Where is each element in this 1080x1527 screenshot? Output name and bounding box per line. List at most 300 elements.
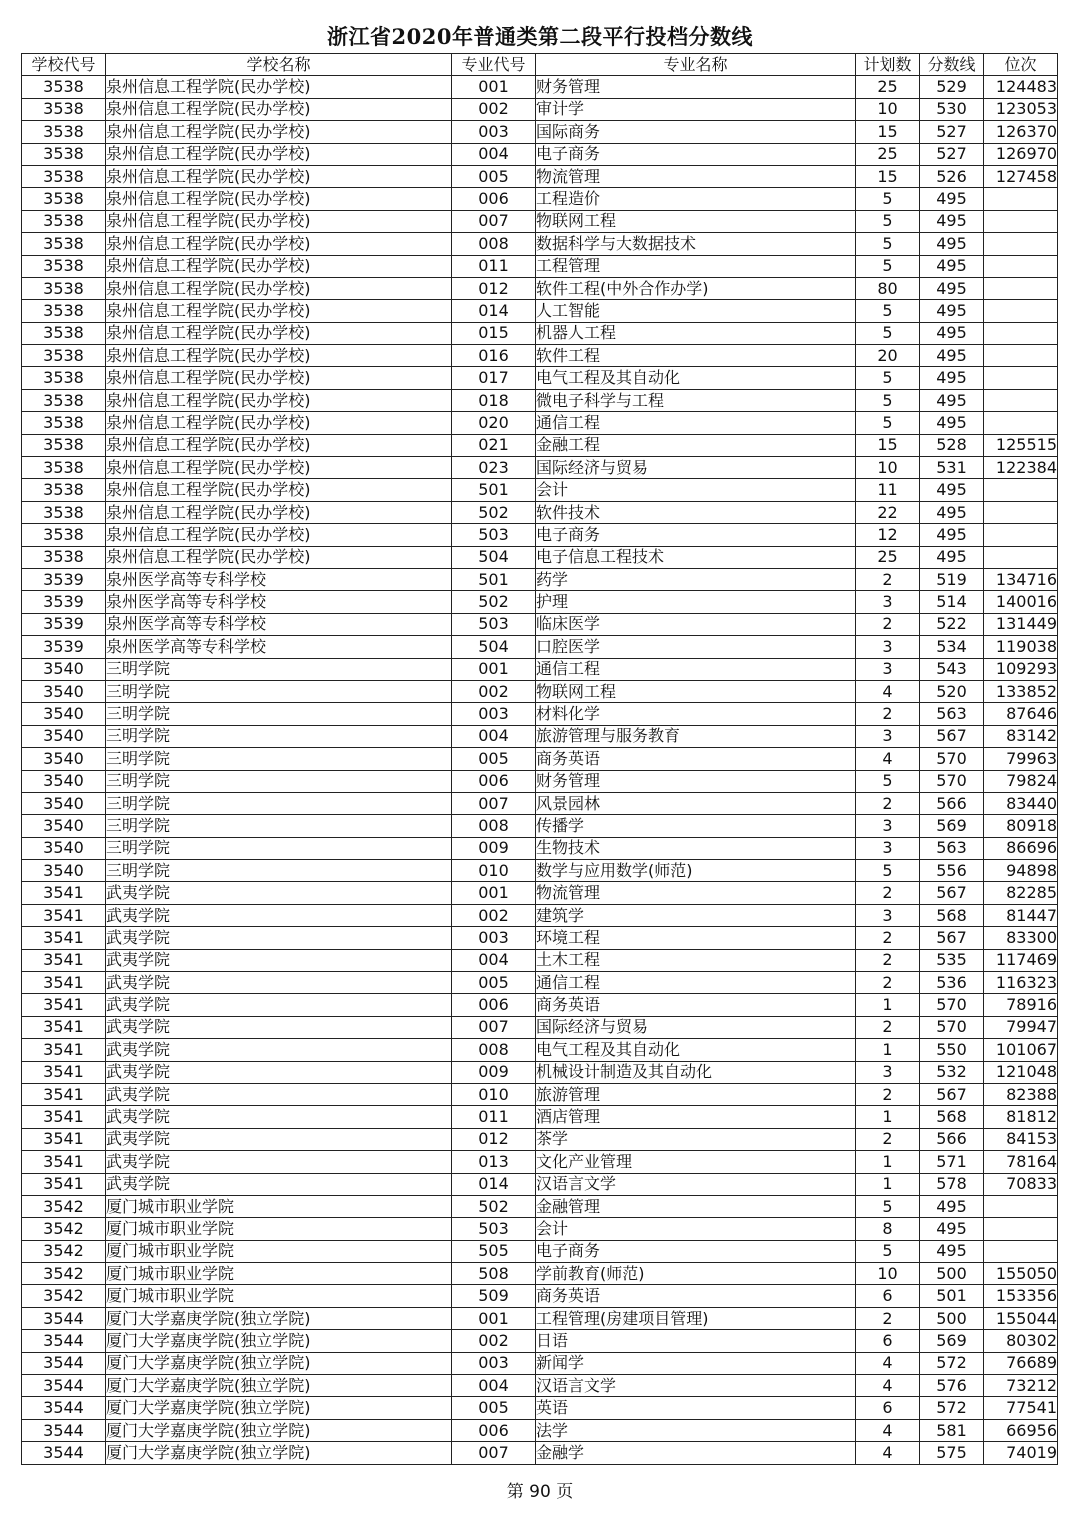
school-name-cell: 厦门城市职业学院 xyxy=(106,1263,452,1285)
school-code-cell: 3538 xyxy=(22,255,106,277)
table-row xyxy=(22,1240,1058,1262)
score-line-cell: 495 xyxy=(920,322,984,344)
school-code-cell: 3540 xyxy=(22,837,106,859)
score-line-cell: 566 xyxy=(920,792,984,814)
table-row xyxy=(22,300,1058,322)
school-code-cell: 3538 xyxy=(22,165,106,187)
score-line-cell: 569 xyxy=(920,815,984,837)
school-name-cell: 泉州信息工程学院(民办学校) xyxy=(106,546,452,568)
school-name-cell: 泉州信息工程学院(民办学校) xyxy=(106,121,452,143)
score-line-cell: 535 xyxy=(920,949,984,971)
major-name-cell: 工程管理(房建项目管理) xyxy=(536,1307,856,1329)
major-code-cell: 501 xyxy=(452,568,536,590)
major-name-cell: 软件技术 xyxy=(536,501,856,523)
plan-count-cell: 15 xyxy=(856,121,920,143)
major-code-cell: 023 xyxy=(452,457,536,479)
school-name-cell: 泉州医学高等专科学校 xyxy=(106,591,452,613)
plan-count-cell: 4 xyxy=(856,748,920,770)
major-code-cell: 021 xyxy=(452,434,536,456)
rank-cell: 127458 xyxy=(984,165,1058,187)
score-line-cell: 578 xyxy=(920,1173,984,1195)
major-name-cell: 工程管理 xyxy=(536,255,856,277)
major-code-cell: 008 xyxy=(452,233,536,255)
score-line-cell: 495 xyxy=(920,546,984,568)
table-row xyxy=(22,680,1058,702)
major-code-cell: 504 xyxy=(452,546,536,568)
school-name-cell: 武夷学院 xyxy=(106,1061,452,1083)
plan-count-cell: 2 xyxy=(856,882,920,904)
table-row xyxy=(22,165,1058,187)
score-line-cell: 495 xyxy=(920,1240,984,1262)
plan-count-cell: 5 xyxy=(856,255,920,277)
school-name-cell: 泉州信息工程学院(民办学校) xyxy=(106,322,452,344)
plan-count-cell: 3 xyxy=(856,725,920,747)
plan-count-cell: 2 xyxy=(856,703,920,725)
plan-count-cell: 1 xyxy=(856,1151,920,1173)
major-code-cell: 016 xyxy=(452,345,536,367)
school-code-cell: 3544 xyxy=(22,1330,106,1352)
table-row xyxy=(22,1263,1058,1285)
rank-cell: 83440 xyxy=(984,792,1058,814)
table-row xyxy=(22,1083,1058,1105)
major-code-cell: 009 xyxy=(452,1061,536,1083)
major-name-cell: 会计 xyxy=(536,479,856,501)
plan-count-cell: 22 xyxy=(856,501,920,523)
plan-count-cell: 1 xyxy=(856,1106,920,1128)
table-row xyxy=(22,479,1058,501)
school-name-cell: 泉州信息工程学院(民办学校) xyxy=(106,210,452,232)
table-row xyxy=(22,1061,1058,1083)
table-row xyxy=(22,389,1058,411)
plan-count-cell: 3 xyxy=(856,1061,920,1083)
rank-cell: 78164 xyxy=(984,1151,1058,1173)
plan-count-cell: 1 xyxy=(856,994,920,1016)
table-row xyxy=(22,1419,1058,1441)
school-name-cell: 泉州信息工程学院(民办学校) xyxy=(106,143,452,165)
rank-cell: 66956 xyxy=(984,1419,1058,1441)
school-name-cell: 武夷学院 xyxy=(106,1083,452,1105)
major-name-cell: 酒店管理 xyxy=(536,1106,856,1128)
score-line-cell: 495 xyxy=(920,188,984,210)
score-line-cell: 529 xyxy=(920,76,984,98)
school-name-cell: 厦门大学嘉庚学院(独立学院) xyxy=(106,1307,452,1329)
rank-cell xyxy=(984,1240,1058,1262)
score-line-cell: 568 xyxy=(920,1106,984,1128)
rank-cell: 117469 xyxy=(984,949,1058,971)
page-title: 浙江省2020年普通类第二段平行投档分数线 xyxy=(327,24,753,49)
school-code-cell: 3544 xyxy=(22,1397,106,1419)
major-name-cell: 旅游管理与服务教育 xyxy=(536,725,856,747)
table-row xyxy=(22,1173,1058,1195)
plan-count-cell: 4 xyxy=(856,1352,920,1374)
major-code-cell: 003 xyxy=(452,1352,536,1374)
major-code-cell: 007 xyxy=(452,1016,536,1038)
score-line-cell: 495 xyxy=(920,367,984,389)
table-row xyxy=(22,1151,1058,1173)
plan-count-cell: 10 xyxy=(856,457,920,479)
school-code-cell: 3538 xyxy=(22,457,106,479)
table-row xyxy=(22,613,1058,635)
score-line-cell: 581 xyxy=(920,1419,984,1441)
major-code-cell: 503 xyxy=(452,613,536,635)
major-code-cell: 002 xyxy=(452,98,536,120)
school-name-cell: 武夷学院 xyxy=(106,927,452,949)
table-row xyxy=(22,546,1058,568)
school-code-cell: 3538 xyxy=(22,367,106,389)
major-name-cell: 金融工程 xyxy=(536,434,856,456)
rank-cell: 83300 xyxy=(984,927,1058,949)
score-line-cell: 556 xyxy=(920,860,984,882)
plan-count-cell: 3 xyxy=(856,815,920,837)
major-code-cell: 003 xyxy=(452,703,536,725)
score-line-cell: 576 xyxy=(920,1375,984,1397)
rank-cell: 109293 xyxy=(984,658,1058,680)
table-row xyxy=(22,927,1058,949)
school-code-cell: 3538 xyxy=(22,76,106,98)
rank-cell xyxy=(984,389,1058,411)
major-code-cell: 006 xyxy=(452,770,536,792)
school-code-cell: 3540 xyxy=(22,792,106,814)
school-name-cell: 武夷学院 xyxy=(106,1151,452,1173)
major-code-cell: 010 xyxy=(452,1083,536,1105)
rank-cell xyxy=(984,367,1058,389)
major-name-cell: 商务英语 xyxy=(536,1285,856,1307)
major-name-cell: 软件工程(中外合作办学) xyxy=(536,277,856,299)
plan-count-cell: 80 xyxy=(856,277,920,299)
school-name-cell: 泉州信息工程学院(民办学校) xyxy=(106,300,452,322)
rank-cell: 87646 xyxy=(984,703,1058,725)
school-code-cell: 3541 xyxy=(22,1151,106,1173)
school-code-cell: 3541 xyxy=(22,1016,106,1038)
table-row xyxy=(22,277,1058,299)
school-code-cell: 3539 xyxy=(22,613,106,635)
major-name-cell: 临床医学 xyxy=(536,613,856,635)
rank-cell: 122384 xyxy=(984,457,1058,479)
score-line-cell: 566 xyxy=(920,1128,984,1150)
plan-count-cell: 5 xyxy=(856,300,920,322)
school-name-cell: 泉州信息工程学院(民办学校) xyxy=(106,367,452,389)
plan-count-cell: 5 xyxy=(856,770,920,792)
major-code-cell: 008 xyxy=(452,815,536,837)
major-code-cell: 013 xyxy=(452,1151,536,1173)
school-code-cell: 3538 xyxy=(22,98,106,120)
school-code-cell: 3538 xyxy=(22,345,106,367)
major-name-cell: 电子信息工程技术 xyxy=(536,546,856,568)
major-code-cell: 012 xyxy=(452,1128,536,1150)
major-name-cell: 日语 xyxy=(536,1330,856,1352)
school-code-cell: 3540 xyxy=(22,680,106,702)
school-name-cell: 武夷学院 xyxy=(106,1016,452,1038)
major-name-cell: 机器人工程 xyxy=(536,322,856,344)
school-code-cell: 3540 xyxy=(22,658,106,680)
school-code-cell: 3538 xyxy=(22,501,106,523)
page-number: 第 90 页 xyxy=(506,1482,574,1502)
major-name-cell: 新闻学 xyxy=(536,1352,856,1374)
school-code-cell: 3541 xyxy=(22,949,106,971)
school-code-cell: 3544 xyxy=(22,1307,106,1329)
school-name-cell: 泉州信息工程学院(民办学校) xyxy=(106,457,452,479)
major-code-cell: 005 xyxy=(452,972,536,994)
score-line-cell: 520 xyxy=(920,680,984,702)
score-line-cell: 495 xyxy=(920,412,984,434)
major-name-cell: 环境工程 xyxy=(536,927,856,949)
plan-count-cell: 5 xyxy=(856,233,920,255)
rank-cell: 80918 xyxy=(984,815,1058,837)
school-name-cell: 泉州信息工程学院(民办学校) xyxy=(106,434,452,456)
school-code-cell: 3541 xyxy=(22,1128,106,1150)
school-name-cell: 泉州信息工程学院(民办学校) xyxy=(106,233,452,255)
score-line-cell: 500 xyxy=(920,1263,984,1285)
plan-count-cell: 2 xyxy=(856,613,920,635)
school-name-cell: 泉州医学高等专科学校 xyxy=(106,636,452,658)
major-code-cell: 503 xyxy=(452,524,536,546)
major-code-cell: 502 xyxy=(452,501,536,523)
school-name-cell: 厦门大学嘉庚学院(独立学院) xyxy=(106,1352,452,1374)
score-line-cell: 495 xyxy=(920,389,984,411)
school-code-cell: 3541 xyxy=(22,972,106,994)
school-name-cell: 厦门大学嘉庚学院(独立学院) xyxy=(106,1397,452,1419)
score-line-cell: 531 xyxy=(920,457,984,479)
school-name-cell: 武夷学院 xyxy=(106,994,452,1016)
score-line-cell: 526 xyxy=(920,165,984,187)
score-line-cell: 501 xyxy=(920,1285,984,1307)
rank-cell xyxy=(984,501,1058,523)
table-row xyxy=(22,972,1058,994)
table-row xyxy=(22,412,1058,434)
table-row xyxy=(22,1375,1058,1397)
school-name-cell: 三明学院 xyxy=(106,770,452,792)
major-name-cell: 数学与应用数学(师范) xyxy=(536,860,856,882)
school-name-cell: 厦门城市职业学院 xyxy=(106,1240,452,1262)
school-name-cell: 厦门大学嘉庚学院(独立学院) xyxy=(106,1375,452,1397)
score-line-cell: 563 xyxy=(920,703,984,725)
rank-cell: 116323 xyxy=(984,972,1058,994)
table-row xyxy=(22,1397,1058,1419)
rank-cell: 121048 xyxy=(984,1061,1058,1083)
major-code-cell: 006 xyxy=(452,188,536,210)
major-code-cell: 015 xyxy=(452,322,536,344)
school-code-cell: 3540 xyxy=(22,770,106,792)
major-code-cell: 001 xyxy=(452,882,536,904)
school-code-cell: 3542 xyxy=(22,1263,106,1285)
header-school-name: 学校名称 xyxy=(106,54,452,76)
plan-count-cell: 2 xyxy=(856,927,920,949)
major-code-cell: 509 xyxy=(452,1285,536,1307)
plan-count-cell: 2 xyxy=(856,1307,920,1329)
rank-cell xyxy=(984,546,1058,568)
school-name-cell: 泉州信息工程学院(民办学校) xyxy=(106,412,452,434)
school-code-cell: 3538 xyxy=(22,300,106,322)
rank-cell: 81447 xyxy=(984,904,1058,926)
plan-count-cell: 5 xyxy=(856,1195,920,1217)
table-row xyxy=(22,725,1058,747)
school-name-cell: 厦门城市职业学院 xyxy=(106,1195,452,1217)
table-row xyxy=(22,143,1058,165)
plan-count-cell: 2 xyxy=(856,1016,920,1038)
plan-count-cell: 12 xyxy=(856,524,920,546)
major-code-cell: 002 xyxy=(452,1330,536,1352)
major-name-cell: 国际经济与贸易 xyxy=(536,1016,856,1038)
score-line-cell: 495 xyxy=(920,524,984,546)
rank-cell xyxy=(984,1195,1058,1217)
major-code-cell: 002 xyxy=(452,904,536,926)
rank-cell xyxy=(984,188,1058,210)
plan-count-cell: 2 xyxy=(856,949,920,971)
score-line-cell: 495 xyxy=(920,501,984,523)
school-name-cell: 三明学院 xyxy=(106,792,452,814)
major-name-cell: 金融管理 xyxy=(536,1195,856,1217)
major-code-cell: 508 xyxy=(452,1263,536,1285)
school-name-cell: 三明学院 xyxy=(106,748,452,770)
score-line-cell: 567 xyxy=(920,725,984,747)
school-code-cell: 3541 xyxy=(22,882,106,904)
school-code-cell: 3538 xyxy=(22,479,106,501)
rank-cell: 153356 xyxy=(984,1285,1058,1307)
school-code-cell: 3542 xyxy=(22,1285,106,1307)
school-code-cell: 3541 xyxy=(22,927,106,949)
table-row xyxy=(22,1352,1058,1374)
score-line-cell: 572 xyxy=(920,1352,984,1374)
table-row xyxy=(22,524,1058,546)
rank-cell: 155044 xyxy=(984,1307,1058,1329)
score-line-cell: 570 xyxy=(920,770,984,792)
school-code-cell: 3541 xyxy=(22,1083,106,1105)
rank-cell: 79947 xyxy=(984,1016,1058,1038)
major-name-cell: 数据科学与大数据技术 xyxy=(536,233,856,255)
rank-cell: 123053 xyxy=(984,98,1058,120)
plan-count-cell: 5 xyxy=(856,1240,920,1262)
school-code-cell: 3539 xyxy=(22,591,106,613)
rank-cell: 155050 xyxy=(984,1263,1058,1285)
rank-cell: 94898 xyxy=(984,860,1058,882)
major-code-cell: 004 xyxy=(452,143,536,165)
plan-count-cell: 6 xyxy=(856,1330,920,1352)
rank-cell xyxy=(984,412,1058,434)
major-name-cell: 电子商务 xyxy=(536,1240,856,1262)
rank-cell xyxy=(984,255,1058,277)
rank-cell: 74019 xyxy=(984,1442,1058,1464)
rank-cell: 125515 xyxy=(984,434,1058,456)
rank-cell: 124483 xyxy=(984,76,1058,98)
major-code-cell: 003 xyxy=(452,121,536,143)
plan-count-cell: 3 xyxy=(856,658,920,680)
score-line-cell: 519 xyxy=(920,568,984,590)
table-row xyxy=(22,636,1058,658)
school-code-cell: 3544 xyxy=(22,1375,106,1397)
score-line-cell: 495 xyxy=(920,210,984,232)
school-code-cell: 3540 xyxy=(22,815,106,837)
major-code-cell: 005 xyxy=(452,1397,536,1419)
plan-count-cell: 10 xyxy=(856,1263,920,1285)
school-code-cell: 3538 xyxy=(22,143,106,165)
score-line-cell: 495 xyxy=(920,233,984,255)
school-code-cell: 3541 xyxy=(22,994,106,1016)
school-name-cell: 泉州信息工程学院(民办学校) xyxy=(106,165,452,187)
school-code-cell: 3541 xyxy=(22,1039,106,1061)
admission-score-table xyxy=(21,53,1058,1465)
score-line-cell: 563 xyxy=(920,837,984,859)
major-name-cell: 物流管理 xyxy=(536,165,856,187)
major-name-cell: 旅游管理 xyxy=(536,1083,856,1105)
major-code-cell: 006 xyxy=(452,994,536,1016)
table-row xyxy=(22,367,1058,389)
major-code-cell: 011 xyxy=(452,255,536,277)
table-row xyxy=(22,1106,1058,1128)
plan-count-cell: 3 xyxy=(856,904,920,926)
table-row xyxy=(22,1128,1058,1150)
major-name-cell: 传播学 xyxy=(536,815,856,837)
table-row xyxy=(22,837,1058,859)
school-name-cell: 泉州信息工程学院(民办学校) xyxy=(106,501,452,523)
school-code-cell: 3538 xyxy=(22,210,106,232)
score-line-cell: 522 xyxy=(920,613,984,635)
header-plan-count: 计划数 xyxy=(856,54,920,76)
plan-count-cell: 2 xyxy=(856,568,920,590)
plan-count-cell: 5 xyxy=(856,412,920,434)
school-name-cell: 三明学院 xyxy=(106,860,452,882)
plan-count-cell: 25 xyxy=(856,143,920,165)
major-name-cell: 通信工程 xyxy=(536,412,856,434)
table-row xyxy=(22,591,1058,613)
school-code-cell: 3538 xyxy=(22,434,106,456)
major-code-cell: 004 xyxy=(452,725,536,747)
school-name-cell: 武夷学院 xyxy=(106,972,452,994)
table-row xyxy=(22,1195,1058,1217)
plan-count-cell: 5 xyxy=(856,860,920,882)
plan-count-cell: 5 xyxy=(856,367,920,389)
table-row xyxy=(22,1016,1058,1038)
score-line-cell: 570 xyxy=(920,994,984,1016)
major-name-cell: 茶学 xyxy=(536,1128,856,1150)
major-code-cell: 005 xyxy=(452,748,536,770)
major-code-cell: 004 xyxy=(452,949,536,971)
school-code-cell: 3539 xyxy=(22,636,106,658)
major-name-cell: 风景园林 xyxy=(536,792,856,814)
major-code-cell: 007 xyxy=(452,792,536,814)
table-row xyxy=(22,882,1058,904)
school-code-cell: 3538 xyxy=(22,546,106,568)
plan-count-cell: 2 xyxy=(856,972,920,994)
score-line-cell: 527 xyxy=(920,121,984,143)
school-code-cell: 3538 xyxy=(22,277,106,299)
major-code-cell: 505 xyxy=(452,1240,536,1262)
table-row xyxy=(22,815,1058,837)
plan-count-cell: 2 xyxy=(856,1083,920,1105)
school-name-cell: 泉州信息工程学院(民办学校) xyxy=(106,76,452,98)
school-code-cell: 3538 xyxy=(22,233,106,255)
school-code-cell: 3542 xyxy=(22,1240,106,1262)
major-code-cell: 008 xyxy=(452,1039,536,1061)
school-name-cell: 泉州信息工程学院(民办学校) xyxy=(106,389,452,411)
major-code-cell: 001 xyxy=(452,658,536,680)
rank-cell xyxy=(984,210,1058,232)
school-code-cell: 3540 xyxy=(22,725,106,747)
header-school-code: 学校代号 xyxy=(22,54,106,76)
rank-cell: 82388 xyxy=(984,1083,1058,1105)
school-name-cell: 泉州医学高等专科学校 xyxy=(106,613,452,635)
table-row xyxy=(22,210,1058,232)
school-name-cell: 三明学院 xyxy=(106,815,452,837)
school-name-cell: 武夷学院 xyxy=(106,949,452,971)
plan-count-cell: 10 xyxy=(856,98,920,120)
score-line-cell: 575 xyxy=(920,1442,984,1464)
rank-cell: 134716 xyxy=(984,568,1058,590)
table-row xyxy=(22,1442,1058,1464)
table-row xyxy=(22,188,1058,210)
school-code-cell: 3541 xyxy=(22,904,106,926)
rank-cell: 140016 xyxy=(984,591,1058,613)
school-name-cell: 泉州医学高等专科学校 xyxy=(106,568,452,590)
